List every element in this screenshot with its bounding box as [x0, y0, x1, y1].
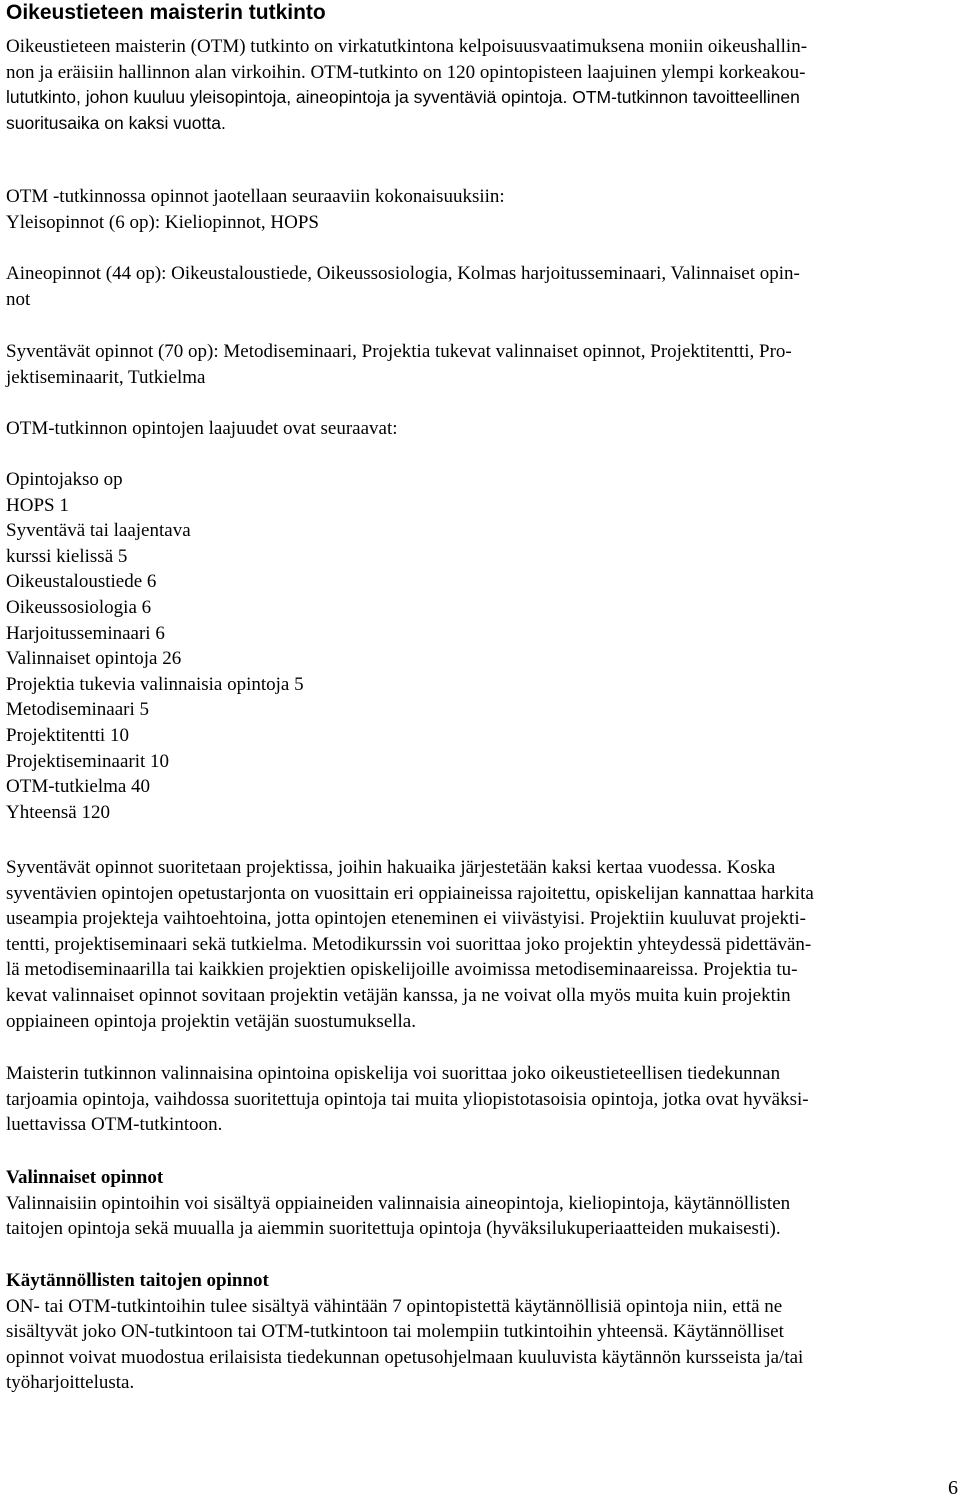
list-item: Metodiseminaari 5 [6, 699, 149, 721]
list-item: OTM-tutkielma 40 [6, 776, 151, 798]
intro-line: Oikeustieteen maisterin (OTM) tutkinto on virkatutkintona kelpoisuusvaatimuksena moniin oikeushallin- [6, 36, 808, 57]
general-studies: Yleisopinnot (6 op): Kieliopinnot, HOPS [6, 211, 319, 233]
intro-line: lututkinto, johon kuuluu yleisopintoja, aineopintoja ja syventäviä opintoja. OTM-tutkinnon tavoitteellinen [6, 87, 800, 108]
scope-intro-text: OTM-tutkinnon opintojen laajuudet ovat seuraavat: [6, 418, 398, 439]
advanced-studies-line: Syventävät opinnot (70 op): Metodiseminaari, Projektia tukevat valinnaiset opinnot, Projektitentti, Pro- [6, 341, 792, 362]
advanced-studies-line: jektiseminaarit, Tutkielma [6, 366, 206, 388]
page-number: 6 [948, 1477, 958, 1499]
practical-skills-section [6, 1268, 954, 1396]
structure-intro: OTM -tutkinnossa opinnot jaotellaan seuraaviin kokonaisuuksiin: [6, 186, 505, 207]
list-item: Yhteensä 120 [6, 801, 110, 823]
paragraph-line: lä metodiseminaarilla tai kaikkien projektien opiskelijoille avoimissa metodiseminaareissa. Projektia tu- [6, 959, 798, 981]
paragraph-line: kevat valinnaiset opinnot sovitaan projektin vetäjän kanssa, ja ne voivat olla myös muita kuin projektin [6, 984, 791, 1006]
paragraph-line: tentti, projektiseminaari sekä tutkielma. Metodikurssin voi suorittaa joko projektin yhteydessä pidettävän- [6, 933, 812, 955]
intro-line: non ja eräisiin hallinnon alan virkoihin. OTM-tutkinto on 120 opintopisteen laajuinen ylempi korkeakou- [6, 61, 806, 83]
paragraph-line: luettavissa OTM-tutkintoon. [6, 1114, 223, 1136]
paragraph-line: oppiaineen opintoja projektin vetäjän suostumuksella. [6, 1010, 416, 1032]
basic-studies-line: not [6, 288, 31, 310]
list-item: Projektia tukevia valinnaisia opintoja 5 [6, 673, 304, 695]
list-item: Oikeustaloustiede 6 [6, 571, 157, 593]
list-item: Projektitentti 10 [6, 724, 129, 746]
electives-note [6, 1061, 954, 1138]
list-item: Projektiseminaarit 10 [6, 750, 170, 772]
section-heading: Käytännöllisten taitojen opinnot [6, 1270, 269, 1291]
paragraph-line: syventävien opintojen opetustarjonta on vuosittain eri oppiaineissa rajoitettu, opiskelijan kannattaa harkita [6, 882, 814, 904]
optional-studies-section [6, 1165, 954, 1242]
paragraph-line: useampia projekteja vaihtoehtoina, jotta opintojen eteneminen ei viivästyisi. Projektiin kuuluvat projekti- [6, 908, 806, 930]
list-item: HOPS 1 [6, 494, 69, 516]
paragraph-line: tarjoamia opintoja, vaihdossa suoritettuja opintoja tai muita yliopistotasoisia opintoja, jotka ovat hyväksi- [6, 1088, 809, 1110]
paragraph-line: Valinnaisiin opintoihin voi sisältyä oppiaineiden valinnaisia aineopintoja, kieliopintoja, käytännöllisten [6, 1192, 791, 1214]
basic-studies-line: Aineopinnot (44 op): Oikeustaloustiede, Oikeussosiologia, Kolmas harjoitusseminaari, Valinnaiset opin- [6, 263, 800, 284]
intro-line: suoritusaika on kaksi vuotta. [6, 112, 226, 133]
paragraph-line: sisältyvät joko ON-tutkintoon tai OTM-tutkintoon tai molempiin tutkintoihin yhteensä. Käytännölliset [6, 1321, 784, 1343]
paragraph-line: taitojen opintoja sekä muualla ja aiemmin suoritettuja opintoja (hyväksilukuperiaatteiden mukaisesti). [6, 1218, 781, 1240]
intro-paragraph [6, 34, 954, 136]
list-item: kurssi kielissä 5 [6, 545, 128, 567]
advanced-studies-paragraph [6, 339, 954, 390]
paragraph-line: Syventävät opinnot suoritetaan projektissa, joihin hakuaika järjestetään kaksi kertaa vuodessa. Koska [6, 857, 776, 878]
list-item: Harjoitusseminaari 6 [6, 622, 165, 644]
advanced-studies-description [6, 855, 954, 1034]
list-item: Valinnaiset opintoja 26 [6, 648, 182, 670]
list-item: Oikeussosiologia 6 [6, 596, 152, 618]
paragraph-line: Maisterin tutkinnon valinnaisina opintoina opiskelija voi suorittaa joko oikeustieteellisen tiedekunnan [6, 1063, 781, 1084]
paragraph-line: ON- tai OTM-tutkintoihin tulee sisältyä vähintään 7 opintopistettä käytännöllisiä opintoja niin, että ne [6, 1295, 783, 1317]
page-title: Oikeustieteen maisterin tutkinto [6, 1, 326, 24]
basic-studies-paragraph [6, 261, 954, 312]
list-item: Syventävä tai laajentava [6, 520, 191, 542]
study-units-header: Opintojakso op [6, 469, 123, 490]
section-heading: Valinnaiset opinnot [6, 1167, 164, 1188]
study-units-list [6, 467, 954, 825]
structure-paragraph [6, 184, 954, 235]
paragraph-line: opinnot voivat muodostua erilaisista tiedekunnan opetusohjelmaan kuuluvista käytännön kursseista ja/tai [6, 1346, 804, 1368]
scope-intro [6, 416, 954, 442]
paragraph-line: työharjoittelusta. [6, 1372, 135, 1394]
